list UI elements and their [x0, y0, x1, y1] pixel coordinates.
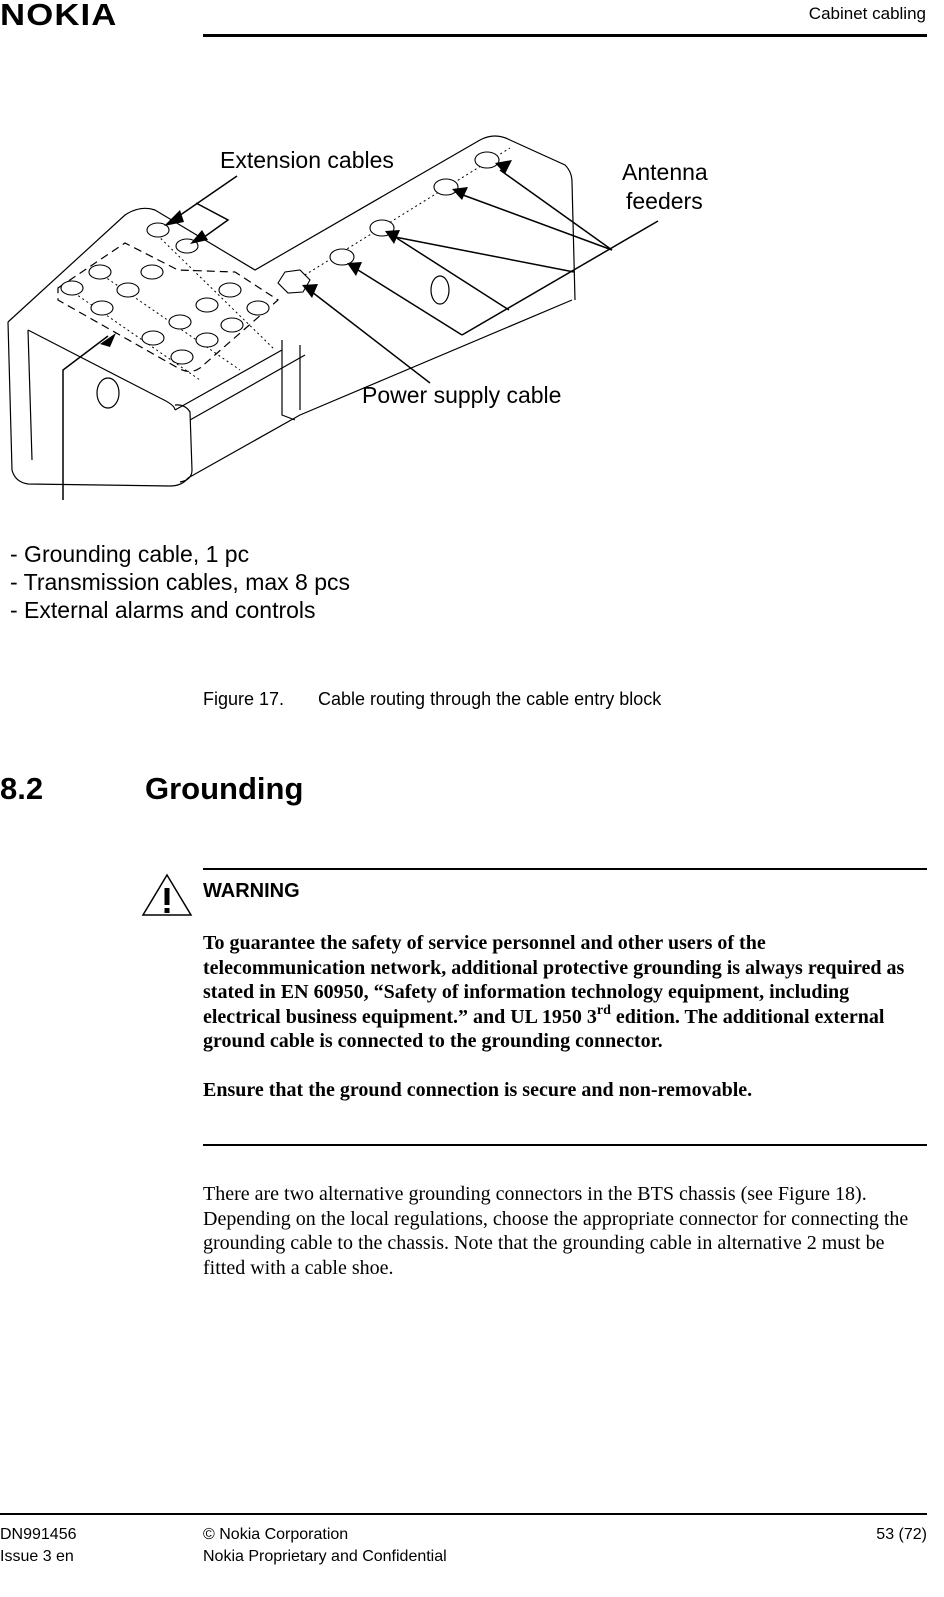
footer-confidential: Nokia Proprietary and Confidential — [203, 1548, 447, 1565]
footer-rule — [0, 1513, 927, 1515]
label-feeders: feeders — [626, 188, 703, 214]
label-extension-cables: Extension cables — [220, 147, 394, 173]
section-heading — [0, 770, 303, 808]
figure-caption — [203, 688, 661, 710]
warning-paragraph-1: To guarantee the safety of service personnel and other users of the telecommunication network, additional protective grounding is always required as stated in EN 60950, “Safety of information technology equipment, including electrical business equipment.” and UL 1950 3rd edition. The additional external ground cable is connected to the grounding connector. — [203, 932, 905, 1052]
label-transmission-cables: - Transmission cables, max 8 pcs — [10, 569, 351, 595]
label-antenna: Antenna — [622, 159, 708, 185]
section-title: Grounding — [145, 771, 304, 806]
footer-issue: Issue 3 en — [0, 1548, 74, 1565]
warning-paragraph-2: Ensure that the ground connection is secure and non-removable. — [203, 1078, 753, 1101]
footer-copyright: © Nokia Corporation — [203, 1526, 349, 1543]
section-number: 8.2 — [0, 771, 44, 806]
figure-number: Figure 17. — [203, 689, 285, 709]
label-external-alarms: - External alarms and controls — [10, 597, 316, 623]
running-header-title: Cabinet cabling — [808, 4, 926, 23]
nokia-logo: NOKIA — [0, 0, 118, 32]
footer-page-number: 53 (72) — [876, 1526, 927, 1543]
warning-triangle-icon — [140, 872, 194, 918]
label-grounding-cable: - Grounding cable, 1 pc — [10, 541, 250, 567]
label-power-supply-cable: Power supply cable — [362, 382, 562, 408]
body-paragraph: There are two alternative grounding connectors in the BTS chassis (see Figure 18). Depending on the local regulations, choose the appropriate connector for connecting the grounding cable to the chassis. Note that the grounding cable in alternative 2 must be fitted with a cable shoe. — [203, 1183, 909, 1279]
warning-top-rule — [203, 868, 927, 870]
footer-doc-number: DN991456 — [0, 1526, 77, 1543]
warning-body — [203, 931, 927, 1102]
warning-bottom-rule — [203, 1144, 927, 1146]
figure-caption-text: Cable routing through the cable entry block — [318, 689, 662, 709]
warning-title: WARNING — [203, 880, 300, 902]
header-rule — [203, 34, 927, 37]
